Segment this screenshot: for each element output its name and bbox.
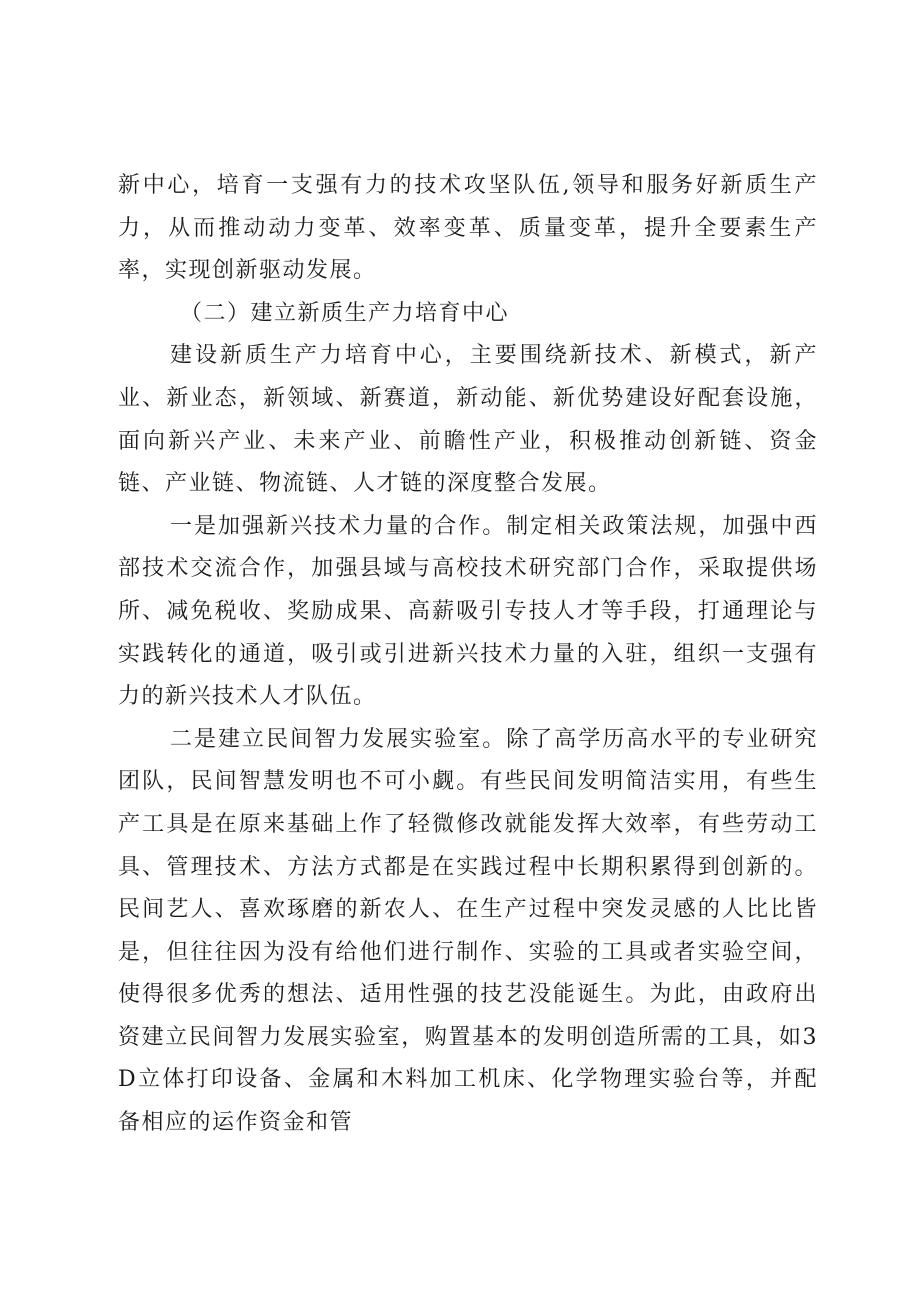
section-heading: （二）建立新质生产力培育中心 <box>180 300 510 326</box>
paragraph-point-one: 一是加强新兴技术力量的合作。制定相关政策法规，加强中西部技术交流合作，加强县域与高校技术研究部门合作，采取提供场所、减免税收、奖励成果、高薪吸引专技人才等手段，打通理论与实践转化的通道，吸引或引进新兴技术力量的入驻，组织一支强有力的新兴技术人才队伍。 <box>118 513 818 710</box>
paragraph-point-two: 二是建立民间智力发展实验室。除了高学历高水平的专业研究团队，民间智慧发明也不可小觑。有些民间发明简洁实用，有些生产工具是在原来基础上作了轻微修改就能发挥大效率，有些劳动工具、管理技术、方法方式都是在实践过程中长期积累得到创新的。民间艺人、喜欢琢磨的新农人、在生产过程中突发灵感的人比比皆是，但往往因为没有给他们进行制作、实验的工具或者实验空间，使得很多优秀的想法、适用性强的技艺没能诞生。为此，由政府出资建立民间智力发展实验室，购置基本的发明创造所需的工具，如3D立体打印设备、金属和木料加工机床、化学物理实验台等，并配备相应的运作资金和管 <box>118 726 818 1136</box>
paragraph-intro: 建设新质生产力培育中心，主要围绕新技术、新模式，新产业、新业态，新领域、新赛道，新动能、新优势建设好配套设施，面向新兴产业、未来产业、前瞻性产业，积极推动创新链、资金链、产业链、物流链、人才链的深度整合发展。 <box>118 343 818 497</box>
body-text <box>118 165 818 1145</box>
paragraph-continuation: 新中心，培育一支强有力的技术攻坚队伍,领导和服务好新质生产力，从而推动动力变革、效率变革、质量变革，提升全要素生产率，实现创新驱动发展。 <box>118 173 818 284</box>
